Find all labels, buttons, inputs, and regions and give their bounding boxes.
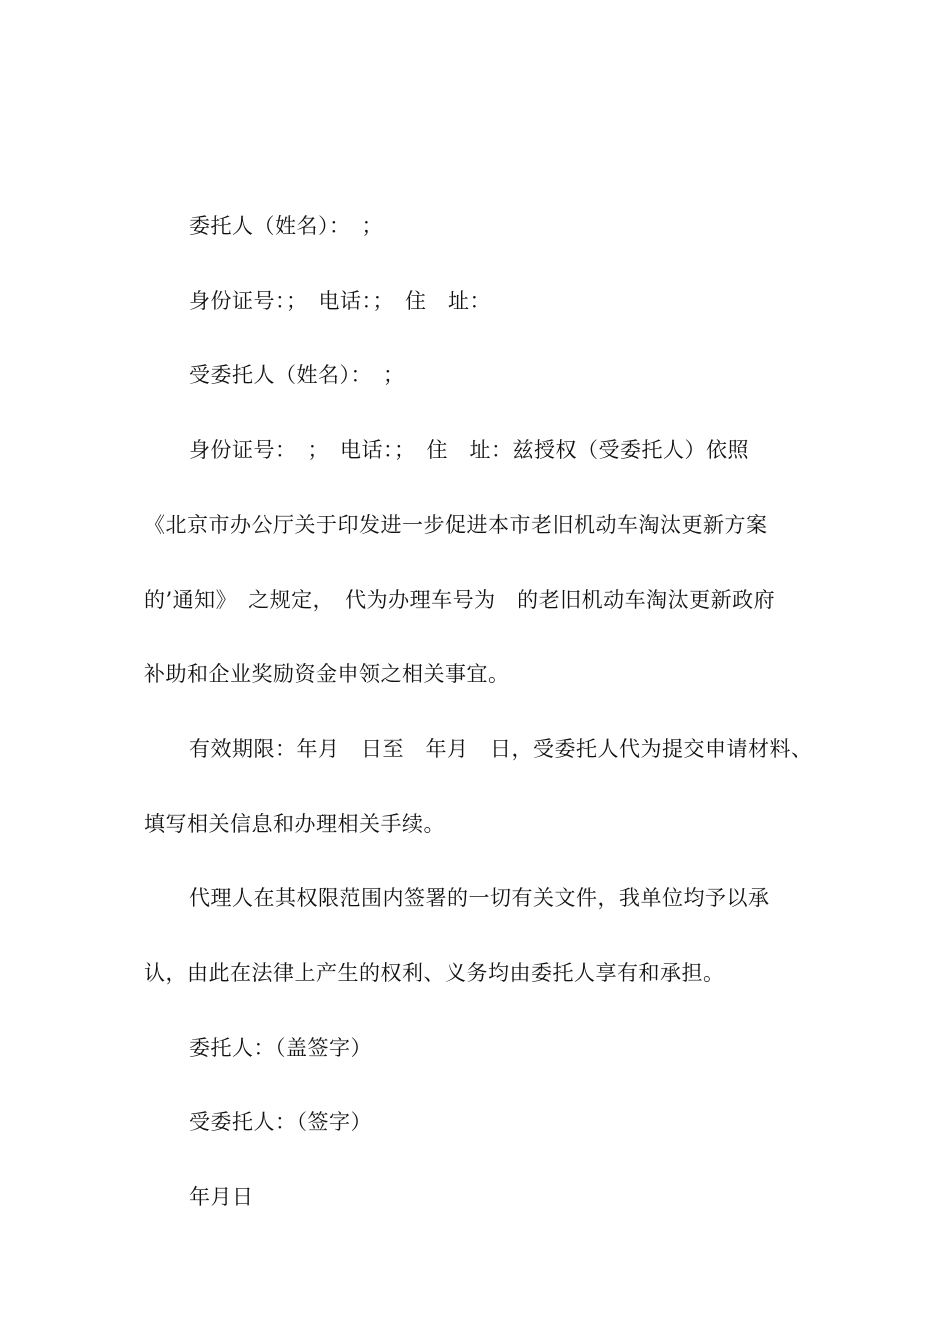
agent-signature-line: 受委托人：（签字） — [189, 1110, 372, 1134]
validity-period-line-2: 填写相关信息和办理相关手续。 — [144, 812, 445, 836]
agent-id-phone-address-line: 身份证号： ； 电话：； 住 址：兹授权（受委托人）依照 — [189, 438, 749, 462]
validity-period-line-1: 有效期限：年月 日至 年月 日，受委托人代为提交申请材料、 — [189, 737, 813, 761]
principal-id-phone-address-line: 身份证号：； 电话：； 住 址： — [189, 289, 491, 313]
acknowledgement-line-1: 代理人在其权限范围内签署的一切有关文件，我单位均予以承 — [189, 886, 770, 910]
authorization-text-line-2: 《北京市办公厅关于印发进一步促进本市老旧机动车淘汰更新方案 — [144, 513, 768, 537]
agent-name-line: 受委托人（姓名）： ； — [189, 363, 405, 387]
authorization-text-line-3: 的’通知》 之规定， 代为办理车号为 的老旧机动车淘汰更新政府 — [144, 588, 776, 612]
acknowledgement-line-2: 认，由此在法律上产生的权利、义务均由委托人享有和承担。 — [144, 961, 725, 985]
principal-signature-line: 委托人：（盖签字） — [189, 1036, 372, 1060]
principal-name-line: 委托人（姓名）： ； — [189, 214, 383, 238]
date-line: 年月日 — [189, 1185, 254, 1209]
authorization-text-line-4: 补助和企业奖励资金申领之相关事宜。 — [144, 662, 510, 686]
